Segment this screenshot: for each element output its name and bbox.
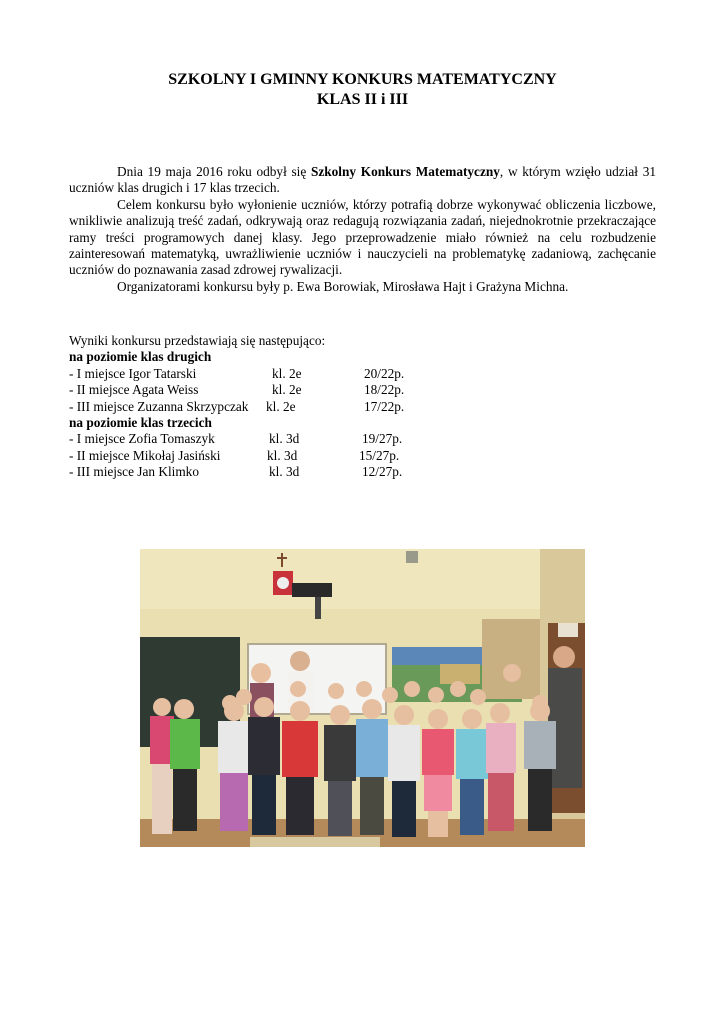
result-place: - I miejsce Zofia Tomaszyk [69,431,215,447]
paragraph-2: Celem konkursu było wyłonienie uczniów, którzy potrafią dobrze wykonywać obliczenia liczbowe, wnikliwie analizują treść zadań, odkrywają oraz redagują rozwiązania zadań, niejednokrotnie przekraczające ramy treści programowych danej klasy. Jego przeprowadzenie miało również na celu rozbudzenie zainteresowań matematyką, uwrażliwienie uczniów i nauczycieli na problematykę zadaniową, zachęcanie uczniów do poznawania zasad zdrowej rywalizacji. [69,196,656,278]
result-class: kl. 2e [266,398,296,414]
result-row [69,366,629,382]
result-score: 19/27p. [362,431,403,447]
contest-name: Szkolny Konkurs Matematyczny [310,164,500,179]
result-row [69,399,629,415]
result-row [69,448,629,464]
paragraph-3: Organizatorami konkursu były p. Ewa Borowiak, Mirosława Hajt i Grażyna Michna. [117,278,569,294]
class-group-photo [140,549,585,847]
level-heading-second-grade: na poziomie klas drugich [69,349,212,365]
result-place: - III miejsce Zuzanna Skrzypczak [69,398,249,414]
result-class: kl. 3d [269,464,300,480]
result-row [69,464,629,480]
document-body [69,164,656,295]
result-score: 15/27p. [359,447,400,463]
result-place: - III miejsce Jan Klimko [69,464,199,480]
result-score: 12/27p. [362,464,403,480]
result-score: 18/22p. [364,382,405,398]
results-section [69,333,629,481]
result-place: - II miejsce Mikołaj Jasiński [69,447,221,463]
result-place: - I miejsce Igor Tatarski [69,365,197,381]
document-title-line1: SZKOLNY I GMINNY KONKURS MATEMATYCZNY [168,71,557,88]
group-photo-illustration [140,549,585,847]
result-row [69,431,629,447]
result-row [69,382,629,398]
paragraph-1 [69,164,656,197]
document-title-line2: KLAS II i III [316,91,409,108]
result-class: kl. 2e [272,365,302,381]
result-place: - II miejsce Agata Weiss [69,382,199,398]
paragraph-1-end: , w którym wzięło udział 31 uczniów klas drugich i 17 klas trzecich. [69,164,657,196]
result-score: 17/22p. [364,398,405,414]
level-heading-third-grade: na poziomie klas trzecich [69,414,212,430]
paragraph-1-start: Dnia 19 maja 2016 roku odbył się [117,164,311,179]
result-score: 20/22p. [364,365,405,381]
result-class: kl. 2e [272,382,302,398]
result-class: kl. 3d [269,431,300,447]
results-intro: Wyniki konkursu przedstawiają się następująco: [69,333,326,348]
result-class: kl. 3d [267,447,298,463]
